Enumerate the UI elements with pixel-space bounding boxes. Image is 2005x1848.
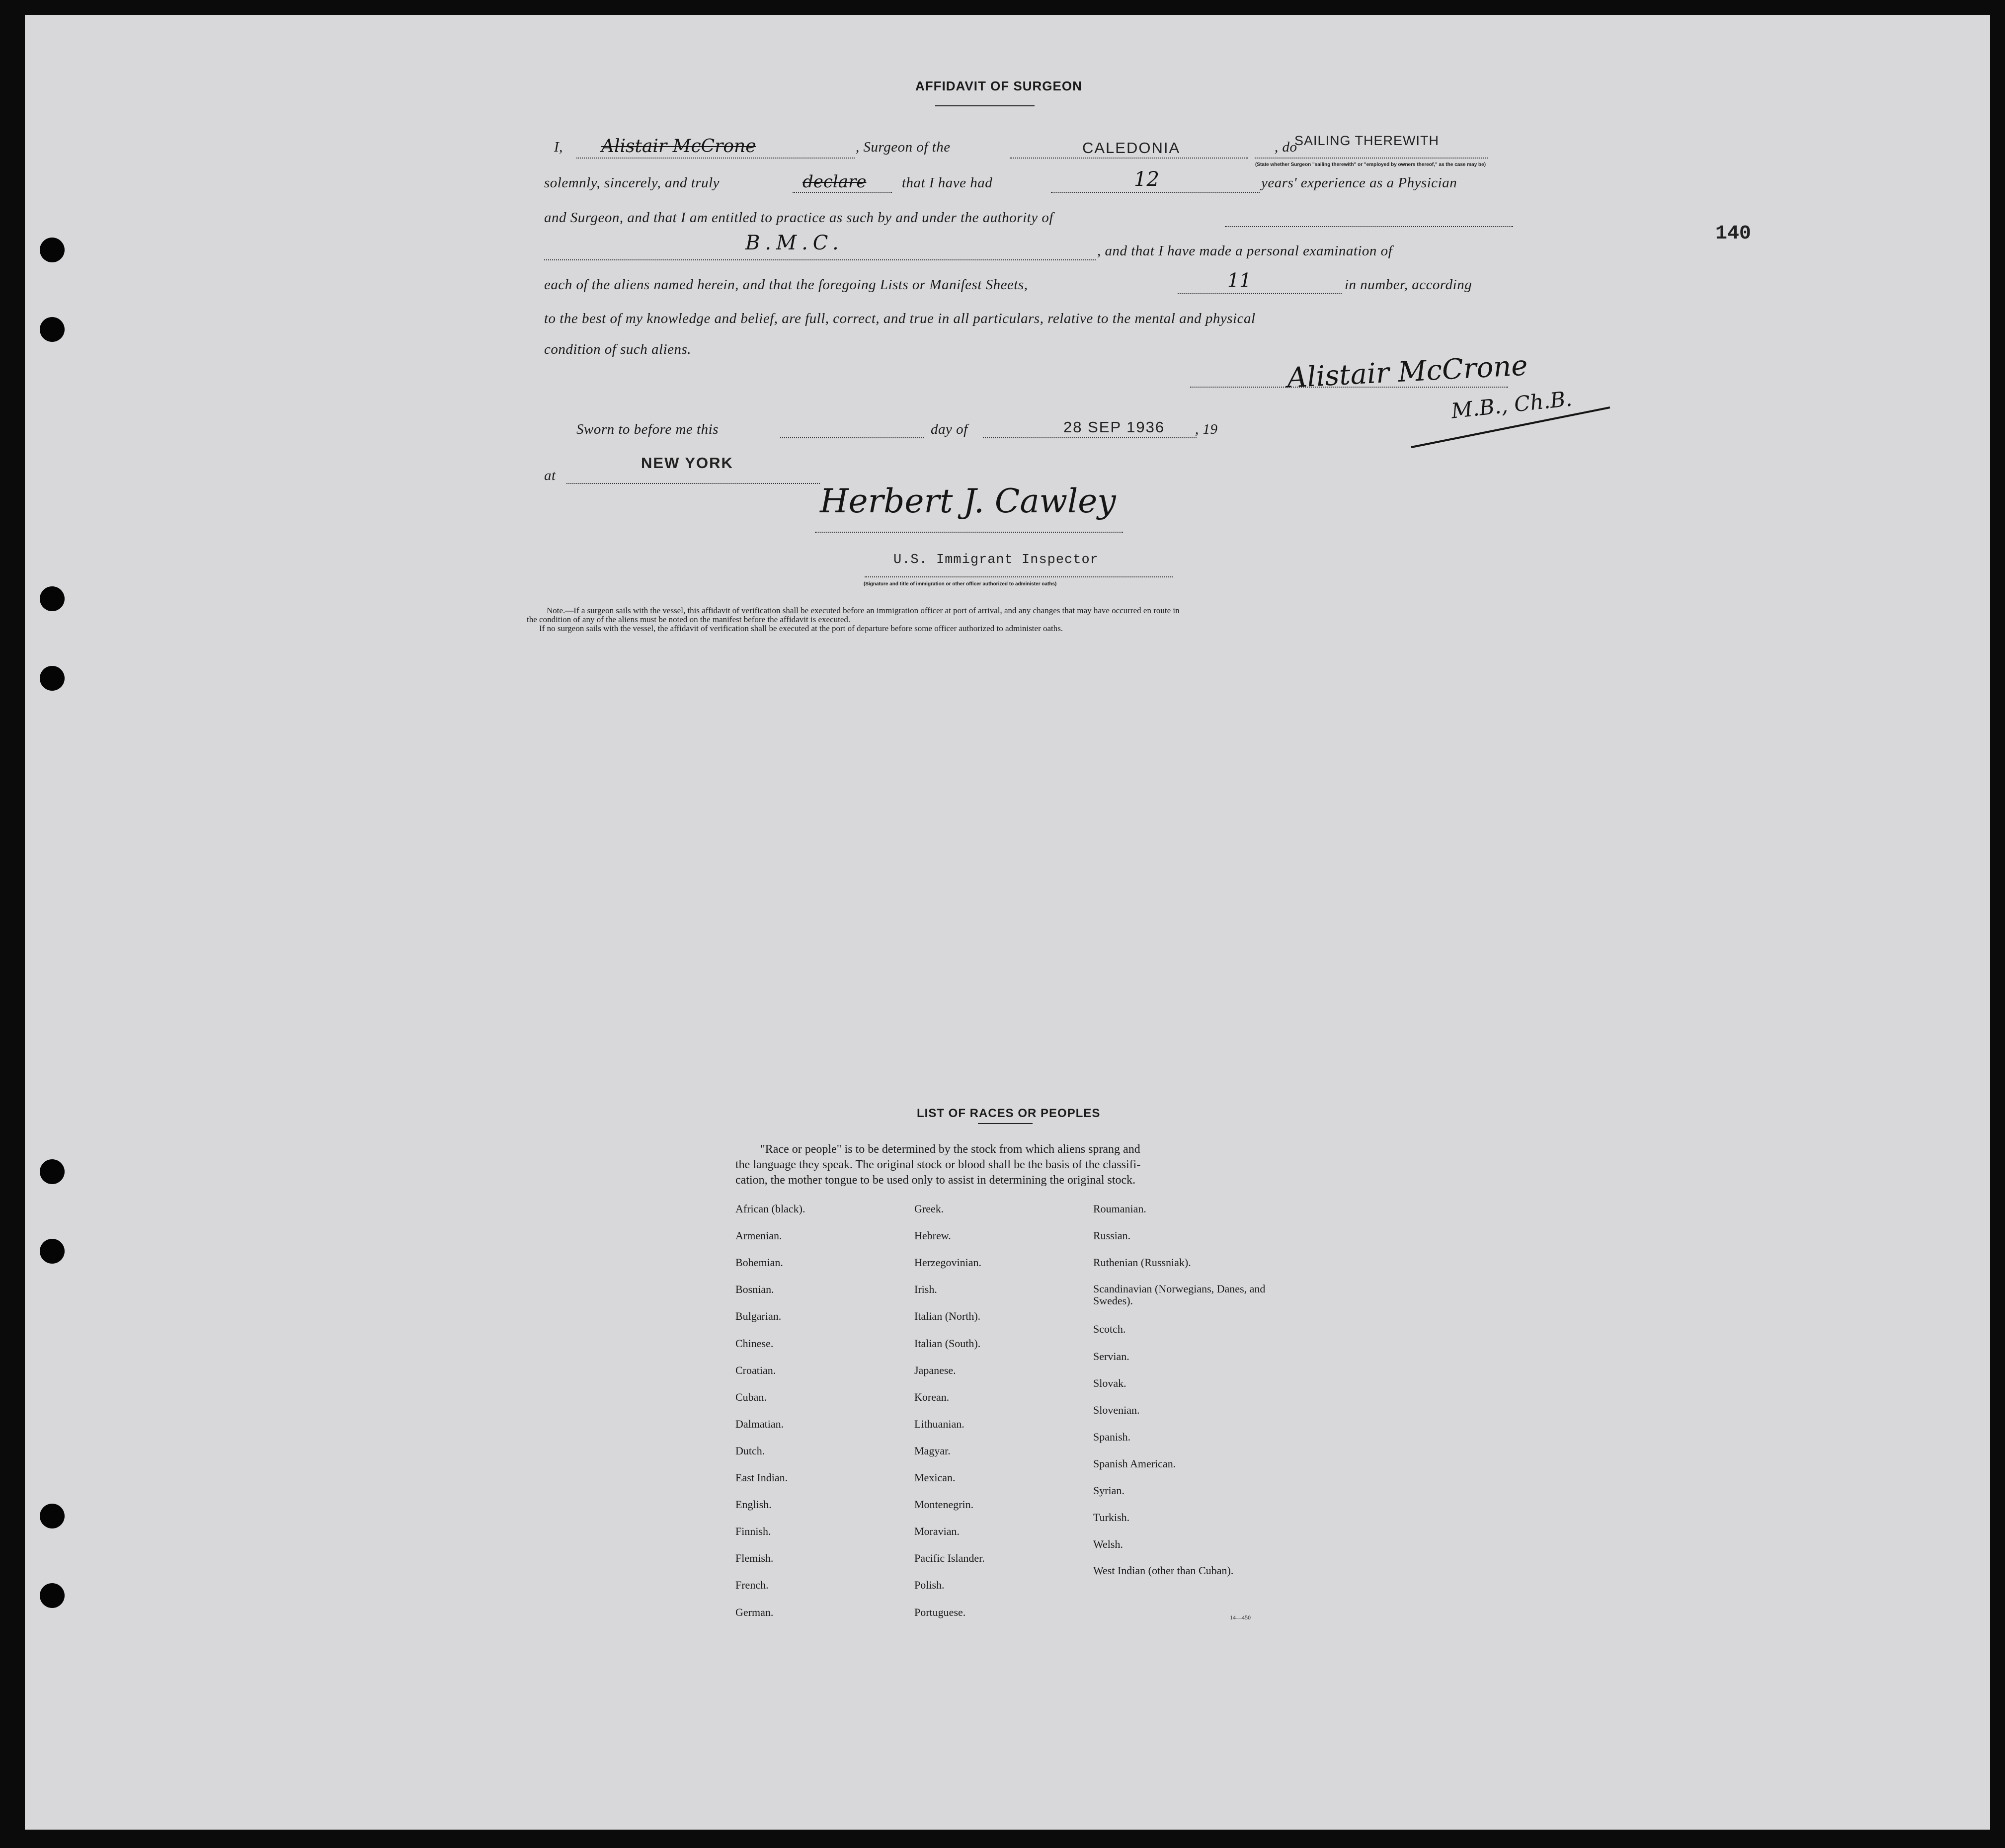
race-item: Irish. <box>914 1283 937 1296</box>
text-personal-exam: , and that I have made a personal examination of <box>1097 243 1393 259</box>
title-underline <box>935 105 1035 106</box>
race-item: Bulgarian. <box>735 1310 782 1323</box>
surgeon-degree: M.B., Ch.B. <box>1450 386 1573 423</box>
race-item: Welsh. <box>1093 1538 1123 1551</box>
text-surgeon-of: , Surgeon of the <box>856 139 951 155</box>
text-that-i-have-had: that I have had <box>902 175 993 191</box>
race-item: Dutch. <box>735 1444 765 1457</box>
race-item: Ruthenian (Russniak). <box>1093 1256 1191 1269</box>
race-item: German. <box>735 1606 774 1618</box>
years-line <box>1051 192 1260 193</box>
race-item: Portuguese. <box>914 1606 966 1618</box>
surgeon-name-handwritten: Alistair McCrone <box>601 136 756 157</box>
race-item: Slovak. <box>1093 1376 1126 1389</box>
binder-hole <box>40 317 65 342</box>
text-i: I, <box>554 139 563 155</box>
race-item: Scotch. <box>1093 1323 1126 1336</box>
race-item: Chinese. <box>735 1337 774 1350</box>
vessel-line <box>1010 158 1248 159</box>
race-item: Italian (South). <box>914 1337 981 1350</box>
sailing-stamp: SAILING THEREWITH <box>1294 133 1440 148</box>
note-line-3: If no surgeon sails with the vessel, the affidavit of verification shall be executed at the port of departure before some officer authorized to administer oaths. <box>539 624 1063 633</box>
race-item: Greek. <box>914 1203 944 1215</box>
text-years-experience: years' experience as a Physician <box>1261 175 1457 191</box>
authority-line-b <box>544 259 1096 260</box>
document-sheet <box>25 15 1990 1830</box>
note-line-2: the condition of any of the aliens must be noted on the manifest before the affidavit is executed. <box>527 615 851 624</box>
vessel-name-stamp: CALEDONIA <box>1082 139 1181 157</box>
races-intro-3: cation, the mother tongue to be used only to assist in determining the original stock. <box>735 1174 1136 1187</box>
binder-hole <box>40 1239 65 1264</box>
races-intro-1: "Race or people" is to be determined by the stock from which aliens sprang and <box>760 1143 1140 1156</box>
affidavit-title: AFFIDAVIT OF SURGEON <box>915 79 1082 93</box>
sheets-handwritten: 11 <box>1227 269 1252 291</box>
binder-hole <box>40 238 65 262</box>
race-item: Slovenian. <box>1093 1403 1140 1416</box>
race-item: Finnish. <box>735 1525 771 1538</box>
race-item: West Indian (other than Cuban). <box>1093 1564 1234 1577</box>
text-at: at <box>544 468 556 483</box>
inspector-title-line <box>865 576 1173 577</box>
race-item: Spanish. <box>1093 1430 1131 1443</box>
authority-line-a <box>1225 226 1513 227</box>
text-solemnly: solemnly, sincerely, and truly <box>544 175 720 191</box>
race-item: Magyar. <box>914 1444 951 1457</box>
race-item: Moravian. <box>914 1525 960 1538</box>
race-item: Syrian. <box>1093 1484 1124 1497</box>
race-item: Armenian. <box>735 1229 782 1242</box>
race-item: Spanish American. <box>1093 1457 1176 1470</box>
text-in-number: in number, according <box>1345 277 1472 293</box>
race-item: Russian. <box>1093 1229 1131 1242</box>
race-item: Dalmatian. <box>735 1417 784 1430</box>
sailing-note: (State whether Surgeon "sailing therewith" or "employed by owners thereof," as the case may be) <box>1255 162 1486 167</box>
authority-handwritten: B.M.C. <box>745 232 844 254</box>
inspector-caption: (Signature and title of immigration or other officer authorized to administer oaths) <box>864 581 1057 587</box>
surgeon-name-line <box>576 158 855 159</box>
page-number: 140 <box>1715 223 1752 245</box>
place-line <box>566 483 820 484</box>
text-each-alien: each of the aliens named herein, and that the foregoing Lists or Manifest Sheets, <box>544 277 1028 293</box>
races-intro-2: the language they speak. The original stock or blood shall be the basis of the classifi- <box>735 1158 1141 1171</box>
race-item: Herzegovinian. <box>914 1256 981 1269</box>
race-item: Mexican. <box>914 1471 956 1484</box>
text-condition: condition of such aliens. <box>544 341 692 357</box>
race-item: Croatian. <box>735 1364 776 1376</box>
declare-handwritten: declare <box>802 172 867 192</box>
binder-hole <box>40 1159 65 1184</box>
races-title-underline <box>978 1123 1033 1124</box>
text-sworn-to: Sworn to before me this <box>576 421 719 437</box>
text-and-surgeon: and Surgeon, and that I am entitled to practice as such by and under the authority of <box>544 210 1053 226</box>
binder-hole <box>40 666 65 691</box>
race-item: Pacific Islander. <box>914 1552 985 1565</box>
race-item: African (black). <box>735 1203 805 1215</box>
race-item: Servian. <box>1093 1350 1129 1363</box>
sheets-line <box>1178 293 1342 294</box>
race-item: French. <box>735 1579 769 1592</box>
race-item: Cuban. <box>735 1390 767 1403</box>
binder-hole <box>40 1583 65 1608</box>
years-handwritten: 12 <box>1134 168 1159 191</box>
inspector-signature: Herbert J. Cawley <box>820 482 1116 520</box>
race-item: Italian (North). <box>914 1310 981 1323</box>
text-day-of: day of <box>931 421 968 437</box>
race-item: Montenegrin. <box>914 1498 974 1511</box>
race-item: East Indian. <box>735 1471 788 1484</box>
form-number: 14—450 <box>1230 1614 1251 1621</box>
race-item: Bohemian. <box>735 1256 783 1269</box>
race-item: Polish. <box>914 1579 945 1592</box>
race-item: Japanese. <box>914 1364 956 1376</box>
sworn-month-line <box>983 437 1197 438</box>
signature-flourish <box>1406 393 1615 452</box>
race-item: Bosnian. <box>735 1283 774 1296</box>
date-stamp: 28 SEP 1936 <box>1063 418 1165 436</box>
race-item: Turkish. <box>1093 1511 1130 1524</box>
inspector-title: U.S. Immigrant Inspector <box>893 553 1099 567</box>
race-item: Roumanian. <box>1093 1203 1146 1215</box>
race-item: English. <box>735 1498 772 1511</box>
binder-hole <box>40 586 65 611</box>
binder-hole <box>40 1504 65 1528</box>
sailing-line <box>1255 158 1488 159</box>
place-stamp: NEW YORK <box>641 454 733 472</box>
declare-line <box>793 192 892 193</box>
race-item: Flemish. <box>735 1552 774 1565</box>
race-item: Scandinavian (Norwegians, Danes, and Swedes). <box>1093 1283 1266 1307</box>
text-best-knowledge: to the best of my knowledge and belief, are full, correct, and true in all particulars, relative to the mental and physical <box>544 311 1256 326</box>
races-title: LIST OF RACES OR PEOPLES <box>917 1107 1101 1120</box>
race-item: Hebrew. <box>914 1229 951 1242</box>
race-item: Korean. <box>914 1390 950 1403</box>
sworn-day-line <box>780 437 924 438</box>
inspector-signature-line <box>815 532 1123 533</box>
surgeon-signature: Alistair McCrone <box>1286 349 1528 395</box>
text-do: , do <box>1275 139 1297 155</box>
race-item: Lithuanian. <box>914 1417 964 1430</box>
note-line-1: Note.—If a surgeon sails with the vessel, this affidavit of verification shall be executed before an immigration officer at port of arrival, and any changes that may have occurred en route in <box>547 606 1180 615</box>
text-year-prefix: , 19 <box>1195 421 1218 437</box>
